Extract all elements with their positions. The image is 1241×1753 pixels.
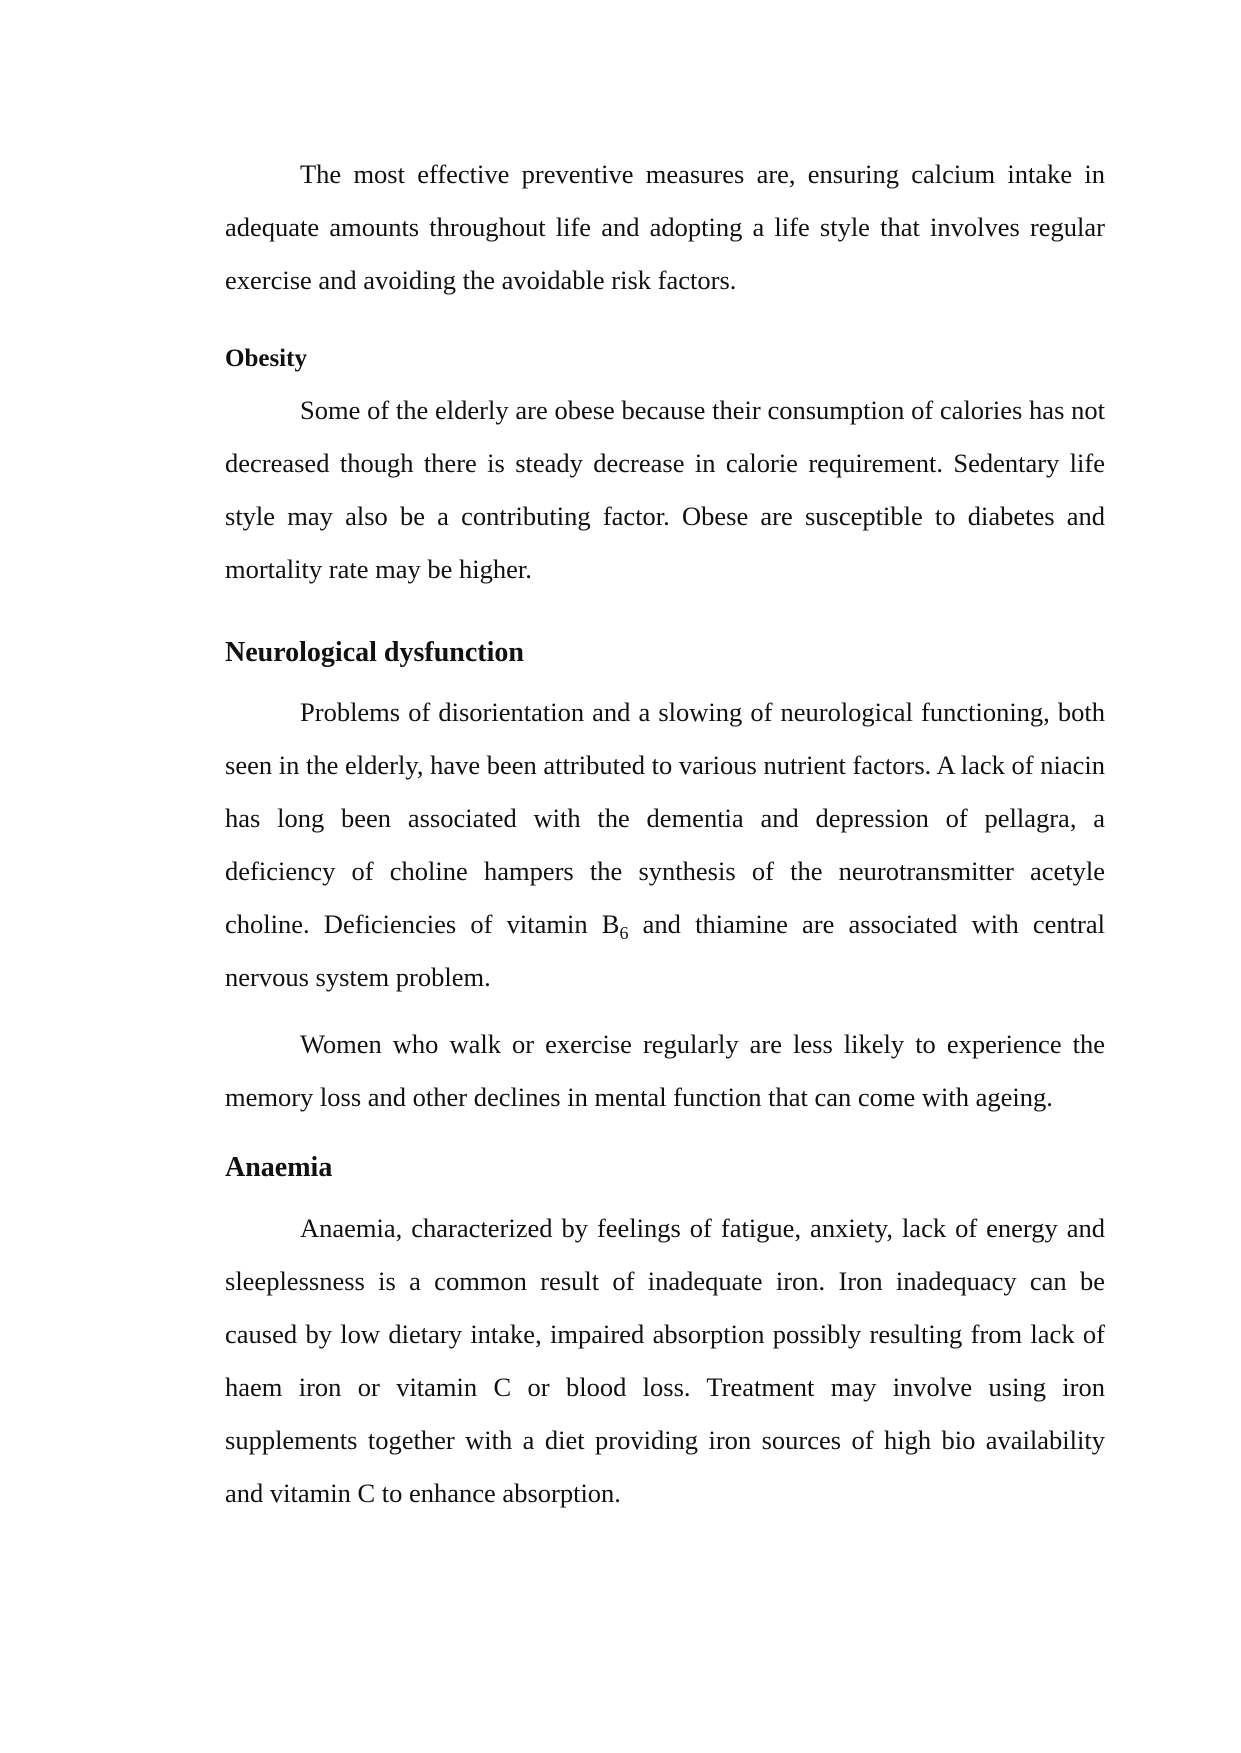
heading-neurological-dysfunction: Neurological dysfunction — [225, 637, 524, 668]
paragraph-neurological-1-part-a: Problems of disorientation and a slowing of neurological functioning, both seen in the elderly, have been attributed to various nutrient factors. A lack of niacin has long been associated with the dementia and depression of pellagra, a deficiency of choline hampers the synthesis of the neurotransmitter acetyle choline. Deficiencies of vitamin B — [225, 697, 1105, 939]
paragraph-neurological-2: Women who walk or exercise regularly are less likely to experience the memory loss and other declines in mental function that can come with ageing. — [225, 1029, 1105, 1112]
paragraph-neurological-1 — [225, 686, 1105, 1004]
heading-obesity: Obesity — [225, 345, 307, 372]
heading-anaemia: Anaemia — [225, 1152, 333, 1183]
paragraph-anaemia: Anaemia, characterized by feelings of fatigue, anxiety, lack of energy and sleeplessness is a common result of inadequate iron. Iron inadequacy can be caused by low dietary intake, impaired absorption possibly resulting from lack of haem iron or vitamin C or blood loss. Treatment may involve using iron supplements together with a diet providing iron sources of high bio availability and vitamin C to enhance absorption. — [225, 1213, 1105, 1508]
paragraph-obesity: Some of the elderly are obese because their consumption of calories has not decreased though there is steady decrease in calorie requirement. Sedentary life style may also be a contributing factor. Obese are susceptible to diabetes and mortality rate may be higher. — [225, 395, 1105, 584]
paragraph-neurological-1-part-b: and thiamine are associated with central nervous system problem. — [225, 909, 1105, 992]
subscript-six: 6 — [619, 923, 629, 943]
paragraph-preventive-measures: The most effective preventive measures are, ensuring calcium intake in adequate amounts throughout life and adopting a life style that involves regular exercise and avoiding the avoidable risk factors. — [225, 159, 1105, 295]
